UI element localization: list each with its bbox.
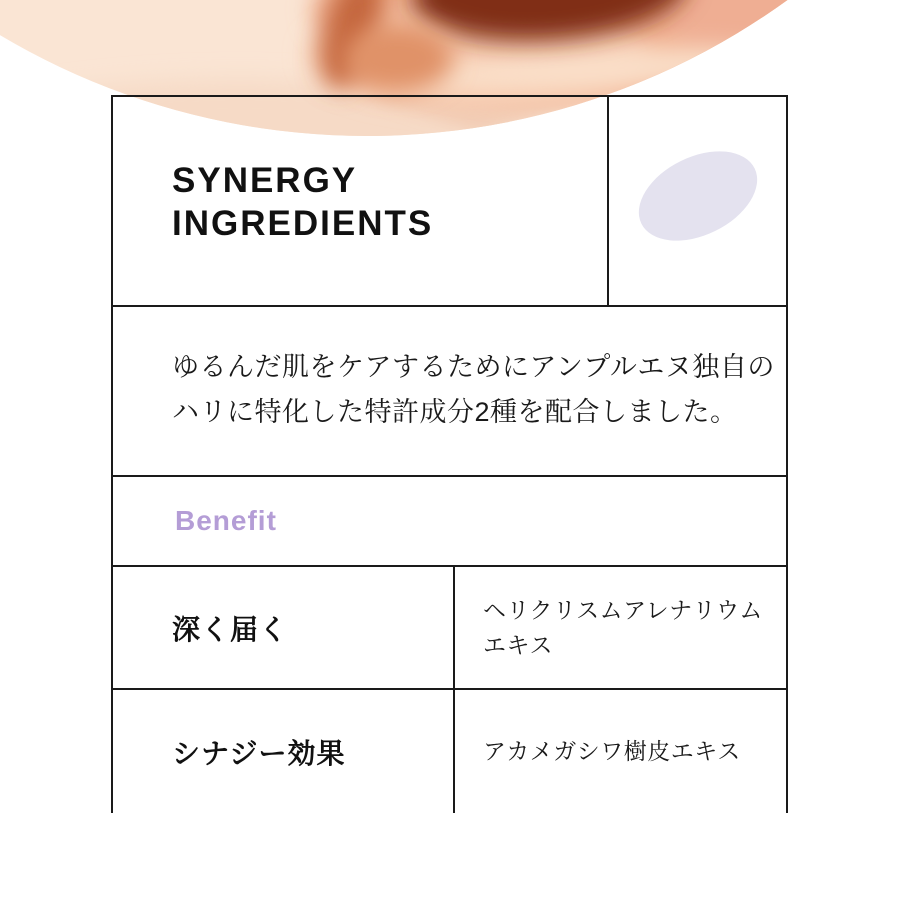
- benefit-cell: シナジー効果: [172, 737, 346, 769]
- benefit-header-row: [113, 475, 786, 565]
- ingredient-cell: [453, 690, 786, 813]
- page-title-line2: INGREDIENTS: [172, 204, 434, 243]
- ingredient-cell: [453, 567, 786, 688]
- benefit-cell: 深く届く: [172, 613, 289, 645]
- description-row: [113, 305, 786, 475]
- description-line1: ゆるんだ肌をケアするためにアンプルエヌ独自の: [172, 352, 775, 382]
- ingredients-panel: [111, 95, 788, 813]
- table-row: [113, 565, 786, 688]
- decoration-cell: [607, 97, 786, 305]
- benefit-header-label: Benefit: [175, 505, 277, 536]
- photo-skin-right: [665, 0, 900, 84]
- title-cell: [113, 97, 607, 305]
- ingredient-line: エキス: [483, 631, 554, 658]
- table-row: [113, 688, 786, 813]
- photo-crease-shadow: [343, 24, 453, 92]
- description-line2: ハリに特化した特許成分2種を配合しました。: [172, 397, 738, 427]
- lavender-ellipse-decoration: [624, 133, 771, 258]
- ingredient-line: ヘリクリスムアレナリウム: [483, 596, 763, 623]
- page-title-line1: SYNERGY: [172, 161, 358, 200]
- title-row: [113, 97, 786, 305]
- ingredient-line: アカメガシワ樹皮エキス: [483, 738, 741, 764]
